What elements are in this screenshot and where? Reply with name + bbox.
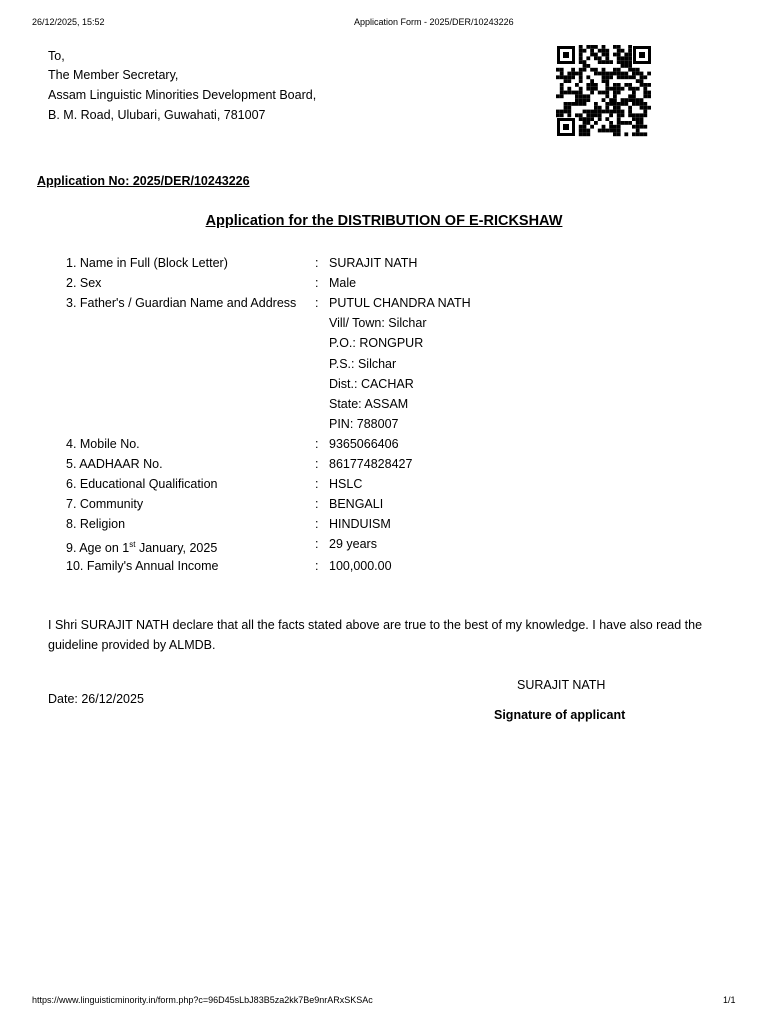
address-line-state <box>0 397 768 417</box>
print-title: Application Form - 2025/DER/10243226 <box>354 17 514 27</box>
field-value: 9365066406 <box>329 437 399 451</box>
field-value: HINDUISM <box>329 517 391 531</box>
address-line-village <box>0 316 768 336</box>
declaration-line-2: guideline provided by ALMDB. <box>48 638 216 652</box>
field-value: Male <box>329 276 357 290</box>
field-value: HSLC <box>329 477 363 491</box>
field-education <box>0 477 768 497</box>
signature-label: Signature of applicant <box>494 708 626 722</box>
field-label: 10. Family's Annual Income <box>66 559 219 573</box>
field-label: 4. Mobile No. <box>66 437 140 451</box>
field-religion <box>0 517 768 537</box>
signature-name: SURAJIT NATH <box>517 678 606 692</box>
field-label: 1. Name in Full (Block Letter) <box>66 256 228 270</box>
field-value: State: ASSAM <box>329 397 409 411</box>
field-age <box>0 537 768 557</box>
field-colon: : <box>315 296 319 310</box>
address-line-ps <box>0 357 768 377</box>
age-label-pre: 9. Age on 1 <box>66 541 130 556</box>
address-organization: Assam Linguistic Minorities Development Board, <box>48 88 317 102</box>
field-community <box>0 497 768 517</box>
field-colon: : <box>315 497 319 511</box>
print-datetime: 26/12/2025, 15:52 <box>32 17 105 27</box>
field-value: 29 years <box>329 537 377 551</box>
field-colon: : <box>315 256 319 270</box>
footer-url: https://www.linguisticminority.in/form.php?c=96D45sLbJ83B5za2kk7Be9nrARxSKSAc <box>32 995 373 1005</box>
field-colon: : <box>315 477 319 491</box>
field-colon: : <box>315 276 319 290</box>
address-to: To, <box>48 49 65 63</box>
field-label: 3. Father's / Guardian Name and Address <box>66 296 297 310</box>
field-colon: : <box>315 437 319 451</box>
declaration-line-1: I Shri SURAJIT NATH declare that all the facts stated above are true to the best of my knowledge. I have also read the <box>48 618 703 632</box>
field-label: 5. AADHAAR No. <box>66 457 163 471</box>
field-label <box>66 540 217 555</box>
field-label: 2. Sex <box>66 276 102 290</box>
field-value: PIN: 788007 <box>329 417 399 431</box>
field-label: 7. Community <box>66 497 144 511</box>
field-income <box>0 559 768 579</box>
field-mobile <box>0 437 768 457</box>
age-label-post: January, 2025 <box>135 541 218 556</box>
field-label: 6. Educational Qualification <box>66 477 218 491</box>
field-value: 100,000.00 <box>329 559 392 573</box>
address-line-pin <box>0 417 768 437</box>
field-value: P.O.: RONGPUR <box>329 336 424 350</box>
field-name <box>0 256 768 276</box>
field-sex <box>0 276 768 296</box>
address-recipient: The Member Secretary, <box>48 68 179 82</box>
field-colon: : <box>315 457 319 471</box>
field-colon: : <box>315 517 319 531</box>
field-value: SURAJIT NATH <box>329 256 418 270</box>
application-date: Date: 26/12/2025 <box>48 692 144 706</box>
form-title: Application for the DISTRIBUTION OF E-RICKSHAW <box>205 213 563 229</box>
qr-code-icon <box>556 45 652 137</box>
address-line-po <box>0 336 768 356</box>
field-value: P.S.: Silchar <box>329 357 397 371</box>
address-line-district <box>0 377 768 397</box>
field-father <box>0 296 768 316</box>
footer-page-number: 1/1 <box>723 995 736 1005</box>
field-value: PUTUL CHANDRA NATH <box>329 296 471 310</box>
field-value: Vill/ Town: Silchar <box>329 316 427 330</box>
field-colon: : <box>315 537 319 551</box>
age-label-sup: st <box>129 540 136 549</box>
application-number: Application No: 2025/DER/10243226 <box>37 174 250 188</box>
field-label: 8. Religion <box>66 517 126 531</box>
field-value: BENGALI <box>329 497 384 511</box>
field-value: Dist.: CACHAR <box>329 377 414 391</box>
field-colon: : <box>315 559 319 573</box>
address-street: B. M. Road, Ulubari, Guwahati, 781007 <box>48 108 266 122</box>
field-value: 861774828427 <box>329 457 413 471</box>
field-aadhaar <box>0 457 768 477</box>
